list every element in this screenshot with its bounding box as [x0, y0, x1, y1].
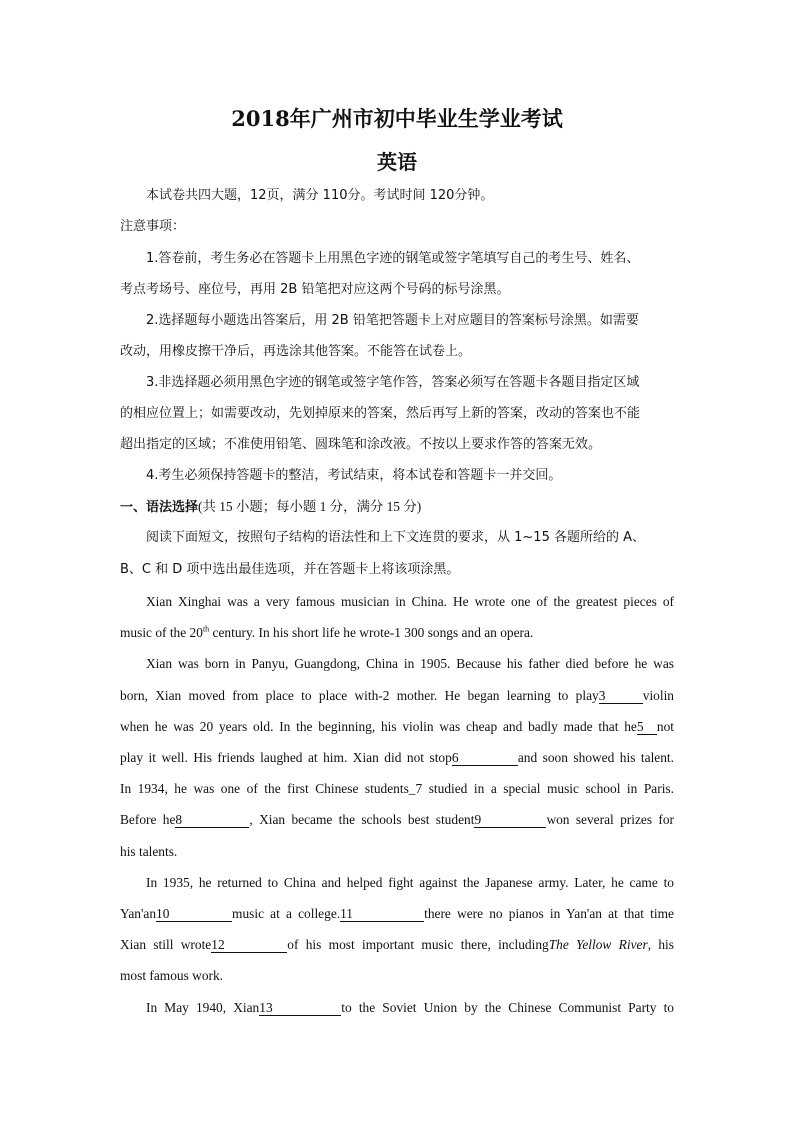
- passage-p3-line-3: [120, 935, 674, 955]
- blank-10: 10: [156, 906, 232, 922]
- note-3-line-2: 的相应位置上；如需要改动，先划掉原来的答案，然后再写上新的答案，改动的答案也不能: [120, 406, 641, 421]
- passage-text: born, Xian moved from place to place with-2 mother. He began learning to play: [120, 688, 599, 703]
- passage-text: In May 1940, Xian: [146, 1000, 260, 1015]
- note-4-line-1: 4.考生必须保持答题卡的整洁，考试结束，将本试卷和答题卡一并交回。: [146, 468, 562, 483]
- passage-text: and soon showed his talent.: [517, 750, 675, 765]
- blank-13: 13: [259, 1000, 341, 1016]
- passage-text: when he was 20 years old. In the beginning, his violin was cheap and badly made that he: [120, 719, 637, 734]
- passage-p2-line-5: In 1934, he was one of the first Chinese students_7 studied in a special music school in Paris.: [120, 781, 674, 796]
- passage-text: violin: [642, 688, 674, 703]
- blank-6: 6: [452, 750, 518, 766]
- blank-3: 3: [599, 688, 643, 704]
- note-3-line-3: 超出指定的区域；不准使用铅笔、圆珠笔和涂改液。不按以上要求作答的答案无效。: [120, 437, 602, 452]
- passage-text: music at a college.: [232, 906, 341, 921]
- passage-text: music of the 20: [120, 625, 203, 640]
- passage-text: , Xian became the schools best student: [249, 812, 475, 827]
- passage-p1-line-2: [120, 623, 674, 643]
- passage-text: , his: [647, 937, 674, 952]
- notes-label: 注意事项：: [120, 219, 186, 234]
- passage-p2-line-3: [120, 717, 674, 737]
- blank-9: 9: [474, 812, 546, 828]
- section-heading: 一、语法选择: [120, 500, 199, 515]
- note-3-line-1: 3.非选择题必须用黑色字迹的钢笔或签字笔作答，答案必须写在答题卡各题目指定区域: [146, 375, 640, 390]
- passage-p1-line-1: Xian Xinghai was a very famous musician in China. He wrote one of the greatest pieces of: [146, 594, 674, 609]
- passage-text: won several prizes for: [546, 812, 674, 827]
- blank-5: 5: [637, 719, 657, 735]
- passage-p3-line-4: most famous work.: [120, 968, 224, 983]
- section-detail: (共 15 小题；每小题 1 分，满分 15 分): [198, 499, 422, 514]
- passage-text: Yan'an: [120, 906, 157, 921]
- exam-intro: 本试卷共四大题，12页，满分 110分。考试时间 120分钟。: [146, 188, 494, 203]
- blank-11: 11: [340, 906, 424, 922]
- note-1-line-2: 考点考场号、座位号，再用 2B 铅笔把对应这两个号码的标号涂黑。: [120, 282, 510, 297]
- section-instruction-line-1: 阅读下面短文，按照句子结构的语法性和上下文连贯的要求，从 1~15 各题所给的 A、: [146, 530, 645, 545]
- subject-title: 英语: [377, 150, 417, 174]
- passage-text: of his most important music there, including: [287, 937, 549, 952]
- note-2-line-1: 2.选择题每小题选出答案后，用 2B 铅笔把答题卡上对应题目的答案标号涂黑。如需要: [146, 313, 639, 328]
- passage-text: Xian still wrote: [120, 937, 212, 952]
- passage-p2-line-7: his talents.: [120, 844, 178, 859]
- section-heading-line: [120, 497, 674, 518]
- note-1-line-1: 1.答卷前，考生务必在答题卡上用黑色字迹的钢笔或签字笔填写自己的考生号、姓名、: [146, 251, 640, 266]
- passage-p2-line-2: [120, 686, 674, 706]
- passage-p4-line-1: [146, 998, 674, 1018]
- section-instruction-line-2: B、C 和 D 项中选出最佳选项，并在答题卡上将该项涂黑。: [120, 562, 460, 577]
- blank-12: 12: [211, 937, 287, 953]
- blank-8: 8: [175, 812, 249, 828]
- superscript: th: [202, 624, 210, 634]
- passage-p3-line-1: In 1935, he returned to China and helped fight against the Japanese army. Later, he came to: [146, 875, 674, 890]
- passage-p2-line-1: Xian was born in Panyu, Guangdong, China in 1905. Because his father died before he was: [146, 656, 674, 671]
- exam-title: 2018年广州市初中毕业生学业考试: [231, 106, 563, 131]
- passage-text: century. In his short life he wrote-1 300 songs and an opera.: [209, 625, 534, 640]
- note-2-line-2: 改动，用橡皮擦干净后，再选涂其他答案。不能答在试卷上。: [120, 344, 472, 359]
- passage-text: there were no pianos in Yan'an at that time: [424, 906, 674, 921]
- passage-text: Before he: [120, 812, 176, 827]
- passage-p2-line-6: [120, 810, 674, 830]
- passage-text: to the Soviet Union by the Chinese Communist Party to: [341, 1000, 674, 1015]
- passage-text: play it well. His friends laughed at him. Xian did not stop: [120, 750, 452, 765]
- work-title: The Yellow River: [548, 937, 648, 952]
- passage-p3-line-2: [120, 904, 674, 924]
- passage-text: not: [656, 719, 674, 734]
- passage-p2-line-4: [120, 748, 674, 768]
